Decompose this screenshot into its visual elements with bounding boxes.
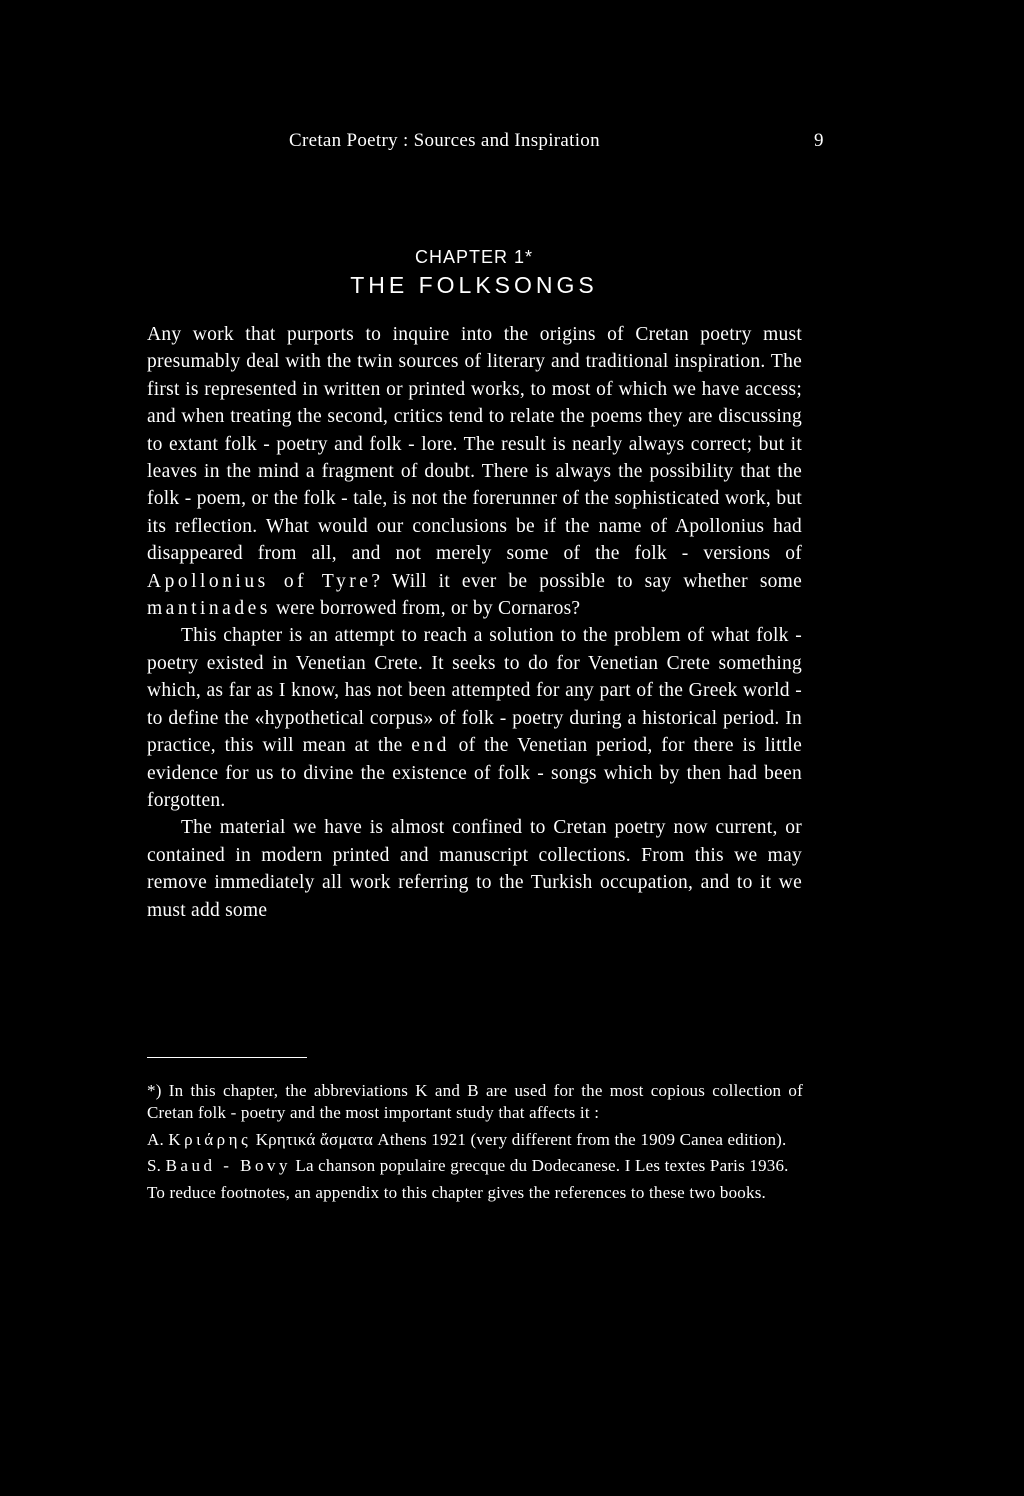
footnote-appendix-note: To reduce footnotes, an appendix to this chapter gives the references to these two books. <box>147 1182 766 1202</box>
spaced-term: mantinades <box>147 598 271 620</box>
text-run: of the Venetian period, for there is little evidence for us to divine the existence of folk - songs which by then had been forgotten. <box>147 735 802 811</box>
ref-detail: La chanson populaire grecque du Dodecanese. I Les textes Paris 1936. <box>290 1156 789 1176</box>
text-run: This chapter is an attempt to reach a solution to the problem of what folk - poetry existed in Venetian Crete. It seeks to do for Venetian Crete something which, as far as I know, has not been attempted for any part of the Greek world - to define the «hypothetical corpus» of folk - poetry during a historical period. In practice, this will mean at the <box>147 625 802 757</box>
running-title: Cretan Poetry : Sources and Inspiration <box>289 130 600 151</box>
text-run: were borrowed from, or by Cornaros? <box>270 598 581 620</box>
spaced-title: Apollonius of Tyre <box>147 570 372 592</box>
text-run: Any work that purports to inquire into the origins of Cretan poetry must presumably deal with the twin sources of literary and traditional inspiration. The first is represented in written or printed works, to most of which we have access; and when treating the second, critics tend to relate the poems they are discussing to extant folk - poetry and folk - lore. The result is nearly always correct; but it leaves in the mind a fragment of doubt. There is always the possibility that the folk - poem, or the folk - tale, is not the forerunner of the sophisticated work, but its reflection. What would our conclusions be if the name of Apollonius had disappeared from all, and not merely some of the folk - versions of <box>147 324 802 565</box>
body-text <box>147 321 802 924</box>
paragraph-1 <box>147 321 802 622</box>
paragraph-3 <box>147 814 802 924</box>
text-run: ? Will it ever be possible to say whether some <box>371 570 802 592</box>
ref-prefix: S. <box>147 1156 166 1176</box>
chapter-label: CHAPTER 1* <box>414 247 534 267</box>
footnote-reference-b <box>147 1155 803 1177</box>
ref-prefix: A. <box>147 1129 169 1149</box>
footnote-rule <box>147 1057 307 1058</box>
footnotes <box>147 1080 803 1208</box>
chapter-title: THE FOLKSONGS <box>350 272 598 298</box>
page-number: 9 <box>814 130 824 151</box>
spaced-term: end <box>411 735 450 757</box>
ref-detail: Κρητικά ἄσματα Athens 1921 (very different from the 1909 Canea edition). <box>251 1129 787 1149</box>
ref-author: Baud - Bovy <box>165 1156 291 1176</box>
footnote-reference-k <box>147 1129 803 1151</box>
footnote-1: *) In this chapter, the abbreviations K and B are used for the most copious collection of Cretan folk - poetry and the most important study that affects it : <box>147 1081 803 1123</box>
text-run: The material we have is almost confined to Cretan poetry now current, or contained in modern printed and manuscript collections. From this we may remove immediately all work referring to the Turkish occupation, and to it we must add some <box>147 817 802 921</box>
ref-author: Κριάρης <box>168 1129 252 1149</box>
paragraph-2 <box>147 622 802 814</box>
